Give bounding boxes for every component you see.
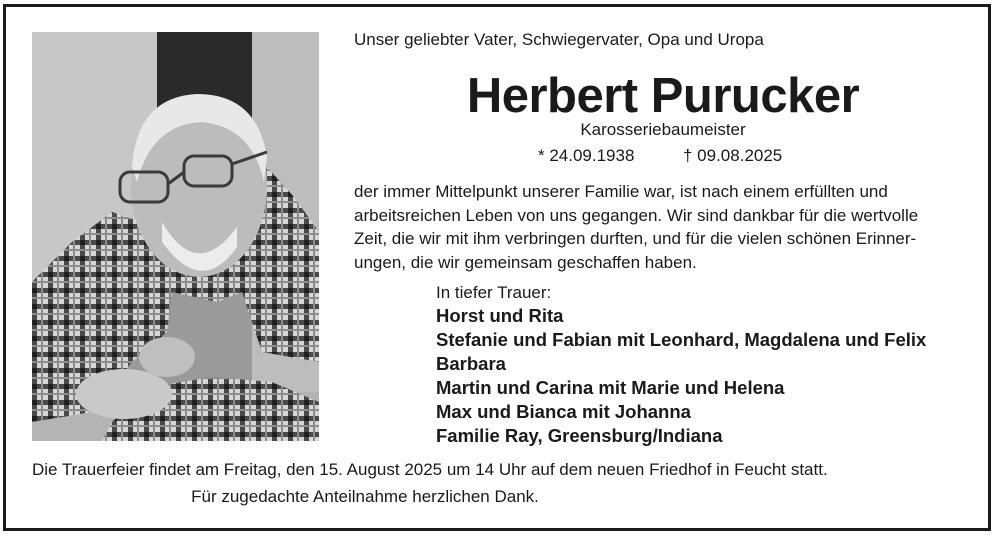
mourner-entry: Familie Ray, Greensburg/Indiana xyxy=(436,425,723,446)
mourner-entry: Stefanie und Fabian mit Leonhard, Magdalena und Felix xyxy=(436,329,927,350)
mourners-list xyxy=(436,282,926,448)
tribute-line: der immer Mittelpunkt unserer Familie war, ist nach einem erfüllten und xyxy=(354,182,888,201)
portrait-photo xyxy=(32,32,319,441)
deceased-name: Herbert Purucker xyxy=(466,69,860,123)
tribute-line: ungen, die wir gemeinsam geschaffen haben. xyxy=(354,252,697,272)
mourner-entry: Horst und Rita xyxy=(436,305,564,326)
mourner-entry: Barbara xyxy=(436,353,506,374)
tribute-line: arbeitsreichen Leben von uns gegangen. Wir sind dankbar für die wertvolle xyxy=(354,205,919,225)
tribute-text xyxy=(354,180,984,274)
ceremony-info: Die Trauerfeier findet am Freitag, den 15. August 2025 um 14 Uhr auf dem neuen Friedhof in Feucht statt. xyxy=(32,460,828,479)
birth-date: * 24.09.1938 xyxy=(538,146,635,165)
mourner-entry: Martin und Carina mit Marie und Helena xyxy=(436,377,785,398)
tribute-line: Zeit, die wir mit ihm verbringen durften, und für die vielen schönen Erinner- xyxy=(354,229,917,248)
thanks-line: Für zugedachte Anteilnahme herzlichen Dank. xyxy=(191,487,539,506)
death-date: † 09.08.2025 xyxy=(683,146,783,165)
mourner-entry: Max und Bianca mit Johanna xyxy=(436,401,691,422)
mourners-label: In tiefer Trauer: xyxy=(436,283,552,302)
profession: Karosseriebaumeister xyxy=(580,120,746,139)
intro-line: Unser geliebter Vater, Schwiegervater, Opa und Uropa xyxy=(354,30,764,49)
